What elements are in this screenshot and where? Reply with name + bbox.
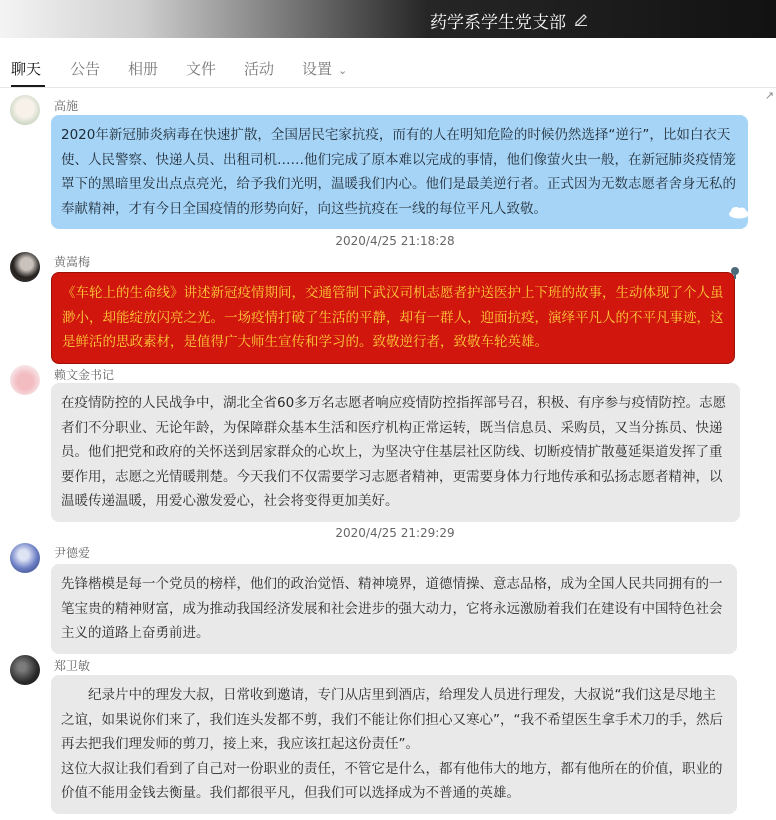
active-tab-indicator: [11, 85, 45, 87]
avatar[interactable]: [10, 365, 40, 395]
cloud-icon: [727, 205, 751, 219]
message-bubble: [51, 675, 737, 814]
expand-icon[interactable]: ↗: [764, 89, 774, 102]
sender-name: 尹德爱: [54, 546, 91, 560]
avatar[interactable]: [10, 543, 40, 573]
sender-name: 黄嵩梅: [54, 255, 91, 269]
tab-settings-label: 设置: [302, 60, 333, 78]
pencil-icon[interactable]: [574, 12, 588, 26]
timestamp: 2020/4/25 21:29:29: [335, 526, 455, 540]
sender-name: 高施: [54, 99, 79, 113]
timestamp: 2020/4/25 21:18:28: [335, 234, 455, 248]
tag-icon: [729, 266, 741, 280]
message-bubble: 在疫情防控的人民战争中，湖北全省60多万名志愿者响应疫情防控指挥部号召，积极、有序参与疫情防控。志愿者们不分职业、无论年龄，为保障群众基本生活和医疗机构正常运转，既当信息员、采购员，又当分拣员、快递员。他们把党和政府的关怀送到居家群众的心坎上，为坚决守住基层社区防线、切断疫情扩散蔓延渠道发挥了重要作用，志愿之光情暖荆楚。今天我们不仅需要学习志愿者精神，更需要身体力行地传承和弘扬志愿者精神，以温暖传递温暖，用爱心激发爱心，社会将变得更加美好。: [51, 383, 740, 522]
avatar[interactable]: [10, 655, 40, 685]
tab-chat[interactable]: 聊天: [11, 60, 42, 78]
message-bubble: 2020年新冠肺炎病毒在快速扩散，全国居民宅家抗疫，而有的人在明知危险的时候仍然选择“逆行”，比如白衣天使、人民警察、快递人员、出租司机……他们完成了原本难以完成的事情，他们像萤火虫一般，在新冠肺炎疫情笼罩下的黑暗里发出点点亮光，给予我们光明，温暖我们内心。他们是最美逆行者。正式因为无数志愿者舍身无私的奉献精神，才有今日全国疫情的形势向好，向这些抗疫在一线的每位平凡人致敬。: [51, 115, 748, 229]
group-title: 药学系学生党支部: [430, 13, 566, 33]
sender-name: 郑卫敏: [54, 659, 91, 673]
title-bar: [0, 0, 776, 38]
avatar[interactable]: [10, 95, 40, 125]
message-bubble: 先锋楷模是每一个党员的榜样，他们的政治觉悟、精神境界，道德情操、意志品格，成为全国人民共同拥有的一笔宝贵的精神财富，成为推动我国经济发展和社会进步的强大动力，它将永远激励着我们在建设有中国特色社会主义的道路上奋勇前进。: [51, 564, 737, 654]
avatar[interactable]: [10, 252, 40, 282]
message-bubble: 《车轮上的生命线》讲述新冠疫情期间，交通管制下武汉司机志愿者护送医护上下班的故事，生动体现了个人虽渺小，却能绽放闪亮之光。一场疫情打破了生活的平静，却有一群人，迎面抗疫，演绎平凡人的不平凡事迹，这是鲜活的思政素材，是值得广大师生宣传和学习的。致敬逆行者，致敬车轮英雄。: [51, 272, 735, 364]
tab-files[interactable]: 文件: [186, 60, 217, 78]
tab-album[interactable]: 相册: [128, 60, 159, 78]
chevron-down-icon: ⌄: [338, 64, 348, 77]
tab-announcements[interactable]: 公告: [70, 60, 101, 78]
sender-name: 赖文金书记: [54, 368, 115, 382]
tab-bar: [0, 38, 776, 88]
tab-activities[interactable]: 活动: [244, 60, 275, 78]
message-paragraph: 纪录片中的理发大叔，日常收到邀请，专门从店里到酒店，给理发人员进行理发，大叔说“我们这是尽地主之谊，如果说你们来了，我们连头发都不剪，我们不能让你们担心又寒心”，“我不希望医生拿手术刀的手，然后再去把我们理发师的剪刀，接上来，我应该扛起这份责任”。: [61, 687, 723, 752]
message-paragraph: 这位大叔让我们看到了自己对一份职业的责任，不管它是什么，都有他伟大的地方，都有他所在的价值，职业的价值不能用金钱去衡量。我们都很平凡，但我们可以选择成为不普通的英雄。: [61, 760, 723, 801]
tab-settings[interactable]: [302, 58, 347, 79]
